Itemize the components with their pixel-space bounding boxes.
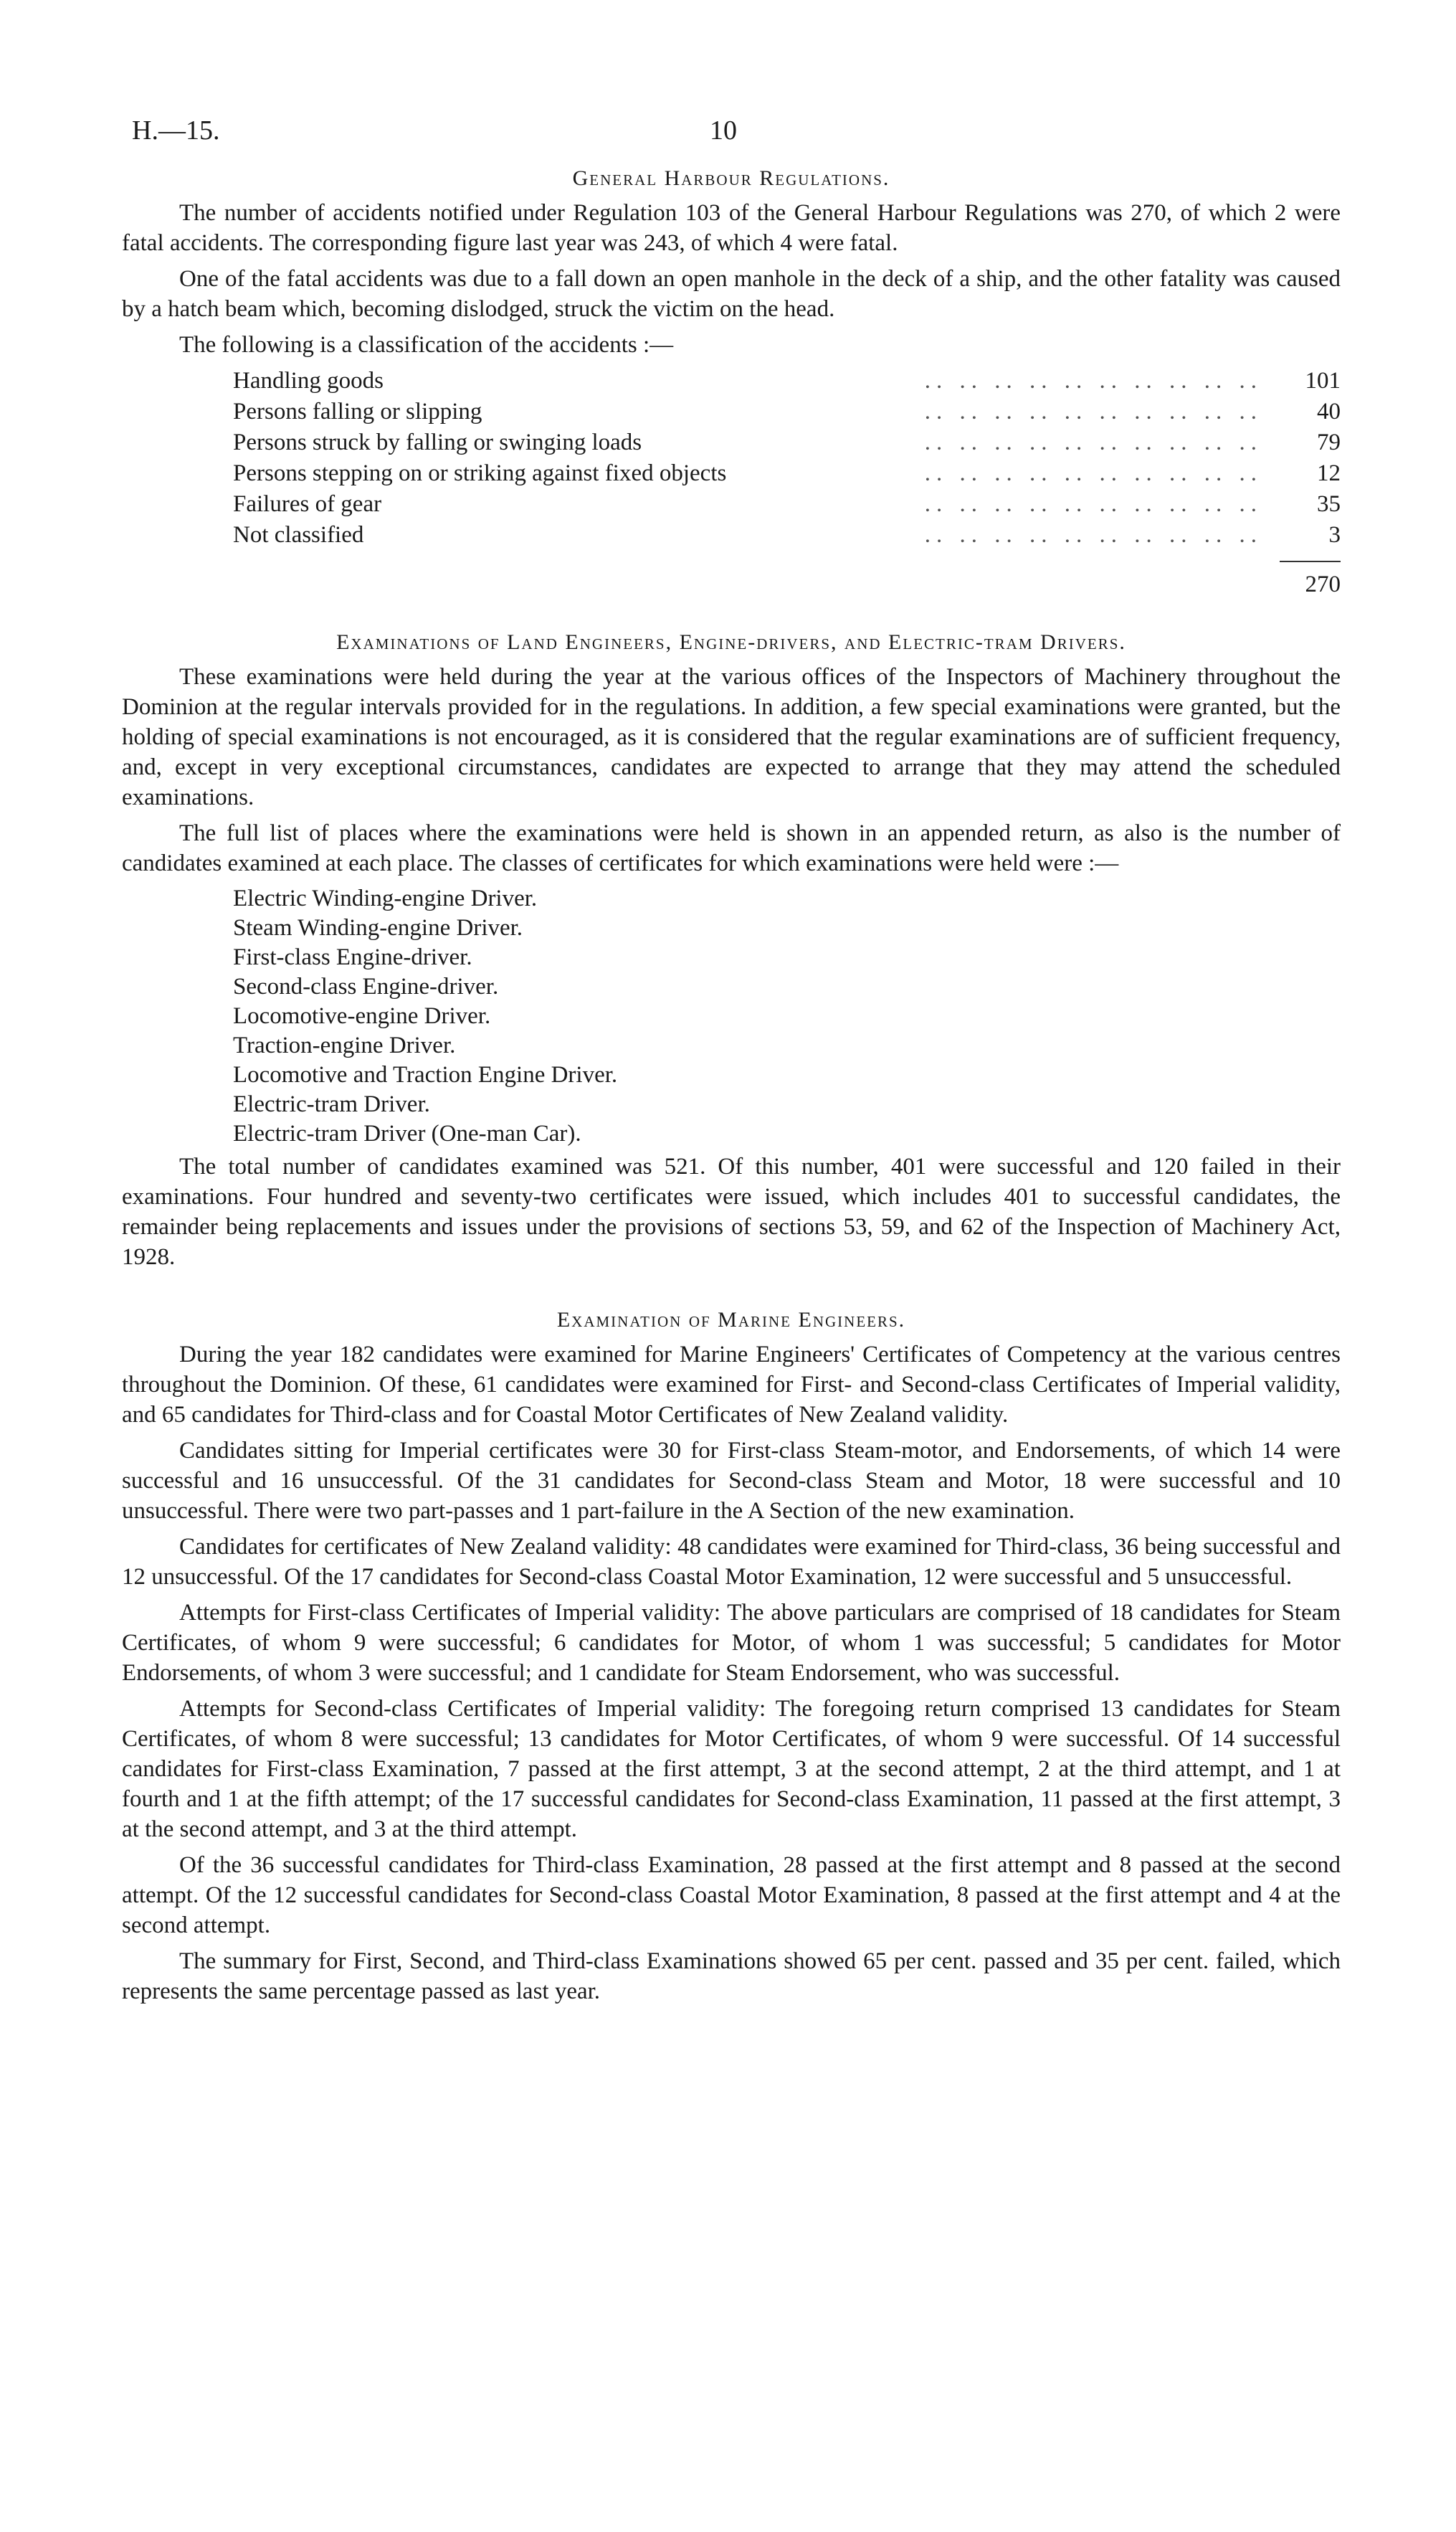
paragraph: Attempts for Second-class Certificates of Imperial validity: The foregoing return comprised 13 candidates for Steam Certificates, of whom 8 were successful; 13 candidates for Motor Certificates, of whom 9 were successful. Of 14 successful candidates for First-class Examination, 7 passed at the first attempt, 3 at the second attempt, 2 at the third attempt, and 1 at fourth and 1 at the fifth attempt; of the 17 successful candidates for Second-class Examination, 11 passed at the first attempt, 3 at the second attempt, and 3 at the third attempt.	[122, 1696, 1341, 1842]
row-count: 35	[1317, 491, 1341, 517]
report-reference: H.—15.	[132, 115, 220, 146]
section-spacer	[122, 600, 1341, 622]
certificate-class-list	[233, 884, 1341, 1149]
paragraph: Candidates for certificates of New Zealand validity: 48 candidates were examined for Third-class, 36 being successful and 12 unsuccessful. Of the 17 candidates for Second-class Coastal Motor Examination, 12 were successful and 5 unsuccessful.	[122, 1534, 1341, 1590]
table-row	[233, 458, 1341, 489]
section-land-engineers	[122, 630, 1341, 1272]
paragraph: Of the 36 successful candidates for Third-class Examination, 28 passed at the first attempt and 8 passed at the second attempt. Of the 12 successful candidates for Second-class Coastal Motor Examination, 8 passed at the first attempt and 4 at the second attempt.	[122, 1852, 1341, 1938]
list-item: Second-class Engine-driver.	[233, 974, 499, 1000]
list-item: Electric-tram Driver.	[233, 1091, 430, 1117]
accident-classification-table	[233, 366, 1341, 600]
paragraph: These examinations were held during the year at the various offices of the Inspectors of Machinery throughout the Dominion at the regular intervals provided for in the regulations. In addition, a few special examinations were granted, but the holding of special examinations is not encouraged, as it is considered that the regular examinations are of sufficient frequency, and, except in very exceptional circumstances, candidates are expected to arrange that they may attend the scheduled examinations.	[122, 664, 1341, 810]
leader-dots: .. .. .. .. .. .. .. .. .. ..	[924, 399, 1262, 425]
paragraph: One of the fatal accidents was due to a fall down an open manhole in the deck of a ship, and the other fatality was caused by a hatch beam which, becoming dislodged, struck the victim on the head.	[122, 266, 1341, 322]
paragraph: Attempts for First-class Certificates of Imperial validity: The above particulars are comprised of 18 candidates for Steam Certificates, of whom 9 were successful; 6 candidates for Motor, of whom 1 was successful; 5 candidates for Motor Endorsements, of whom 3 were successful; and 1 candidate for Steam Endorsement, who was successful.	[122, 1600, 1341, 1686]
leader-dots: .. .. .. .. .. .. .. .. .. ..	[924, 522, 1262, 548]
table-row	[233, 397, 1341, 427]
classification-total: 270	[1305, 572, 1341, 597]
paragraph: The total number of candidates examined was 521. Of this number, 401 were successful and 120 failed in their examinations. Four hundred and seventy-two certificates were issued, which includes 401 to successful candidates, the remainder being replacements and issues under the provisions of sections 53, 59, and 62 of the Inspection of Machinery Act, 1928.	[122, 1154, 1341, 1270]
row-label: Failures of gear	[233, 491, 382, 517]
row-count: 12	[1317, 460, 1341, 486]
section-general-harbour	[122, 166, 1341, 600]
list-item: Locomotive-engine Driver.	[233, 1003, 491, 1029]
page-number: 10	[710, 115, 737, 146]
list-item: Electric-tram Driver (One-man Car).	[233, 1121, 581, 1147]
row-count: 40	[1317, 399, 1341, 425]
table-row	[233, 489, 1341, 520]
table-row	[233, 366, 1341, 397]
list-item: Traction-engine Driver.	[233, 1033, 456, 1058]
table-row	[233, 520, 1341, 551]
list-item: First-class Engine-driver.	[233, 944, 472, 970]
list-item: Locomotive and Traction Engine Driver.	[233, 1062, 618, 1088]
document-page	[122, 108, 1341, 2012]
section-spacer	[122, 1278, 1341, 1299]
paragraph: The following is a classification of the accidents :—	[179, 332, 674, 358]
list-item: Steam Winding-engine Driver.	[233, 915, 523, 941]
row-label: Not classified	[233, 522, 364, 548]
list-item: Electric Winding-engine Driver.	[233, 886, 538, 911]
row-label: Handling goods	[233, 368, 384, 394]
section-title: Examinations of Land Engineers, Engine-drivers, and Electric-tram Drivers.	[336, 630, 1126, 654]
section-title: General Harbour Regulations.	[572, 166, 890, 190]
section-title: Examination of Marine Engineers.	[556, 1308, 906, 1332]
section-marine-engineers	[122, 1308, 1341, 2006]
leader-dots: .. .. .. .. .. .. .. .. .. ..	[924, 491, 1262, 517]
row-count: 79	[1317, 430, 1341, 455]
page-header	[122, 108, 1341, 158]
leader-dots: .. .. .. .. .. .. .. .. .. ..	[924, 460, 1262, 486]
row-label: Persons stepping on or striking against fixed objects	[233, 460, 727, 486]
row-count: 101	[1305, 368, 1341, 394]
paragraph: The number of accidents notified under Regulation 103 of the General Harbour Regulations was 270, of which 2 were fatal accidents. The corresponding figure last year was 243, of which 4 were fatal.	[122, 200, 1341, 256]
leader-dots: .. .. .. .. .. .. .. .. .. ..	[924, 430, 1262, 455]
leader-dots: .. .. .. .. .. .. .. .. .. ..	[924, 368, 1262, 394]
paragraph: The full list of places where the examinations were held is shown in an appended return, as also is the number of candidates examined at each place. The classes of certificates for which examinations were held were :—	[122, 820, 1341, 876]
row-label: Persons falling or slipping	[233, 399, 482, 425]
paragraph: Candidates sitting for Imperial certificates were 30 for First-class Steam-motor, and Endorsements, of which 14 were successful and 16 unsuccessful. Of the 31 candidates for Second-class Steam and Motor, 18 were successful and 10 unsuccessful. There were two part-passes and 1 part-failure in the A Section of the new examination.	[122, 1438, 1341, 1524]
table-row	[233, 427, 1341, 458]
paragraph: During the year 182 candidates were examined for Marine Engineers' Certificates of Competency at the various centres throughout the Dominion. Of these, 61 candidates were examined for First- and Second-class Certificates of Imperial validity, and 65 candidates for Third-class and for Coastal Motor Certificates of New Zealand validity.	[122, 1342, 1341, 1428]
paragraph: The summary for First, Second, and Third-class Examinations showed 65 per cent. passed and 35 per cent. failed, which represents the same percentage passed as last year.	[122, 1948, 1341, 2004]
row-count: 3	[1328, 522, 1341, 548]
row-label: Persons struck by falling or swinging loads	[233, 430, 642, 455]
total-rule	[1280, 561, 1341, 562]
